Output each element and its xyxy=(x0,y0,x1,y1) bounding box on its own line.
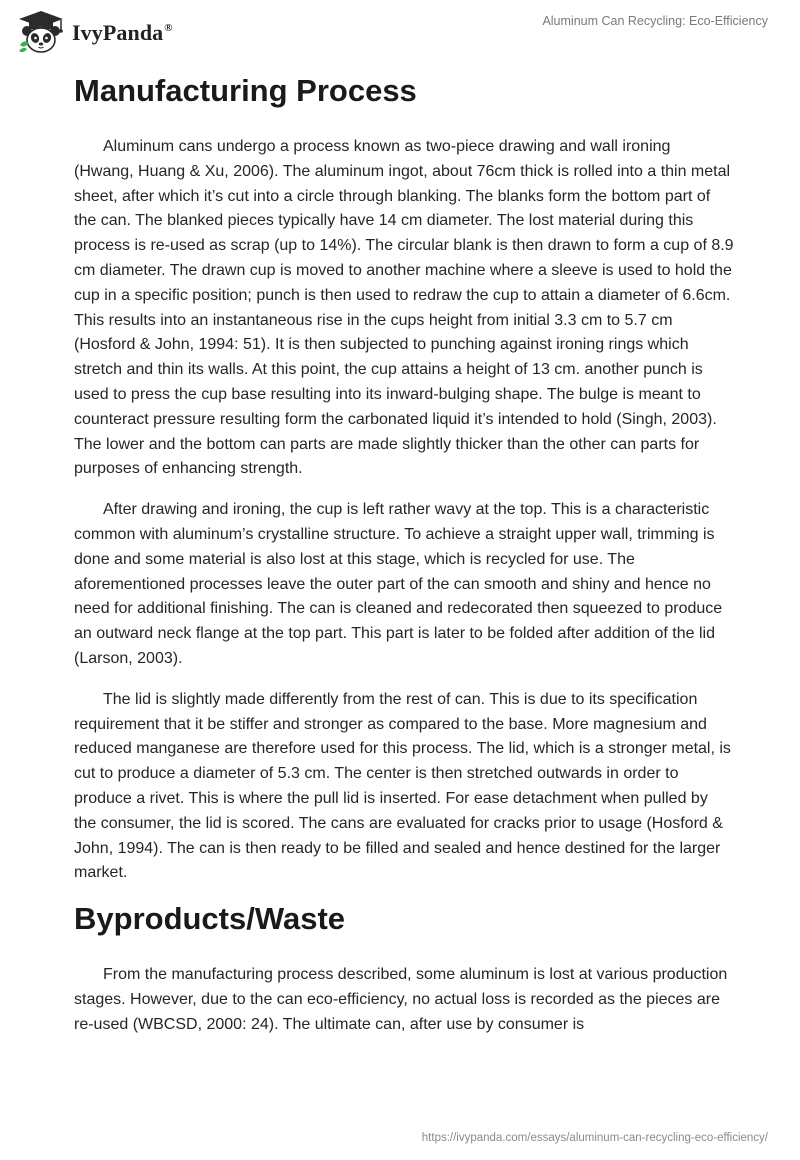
essay-content xyxy=(74,72,734,1038)
brand-logo[interactable] xyxy=(16,9,173,55)
section-heading-byproducts: Byproducts/Waste xyxy=(74,901,346,937)
section-heading-manufacturing: Manufacturing Process xyxy=(74,73,417,108)
page-header xyxy=(0,0,800,60)
panda-graduate-icon xyxy=(16,9,66,55)
document-title: Aluminum Can Recycling: Eco-Efficiency xyxy=(542,14,768,28)
paragraph: The lid is slightly made differently from the rest of can. This is due to its specification requirement that it be stiffer and stronger as compared to the base. More magnesium and reduced manganese are therefore used for this process. The lid, which is a stronger metal, is cut to produce a diameter of 5.3 cm. The center is then stretched outwards in order to produce a rivet. This is where the pull lid is inserted. For ease detachment when pulled by the consumer, the lid is scored. The cans are evaluated for cracks prior to usage (Hosford & John, 1994). The can is then ready to be filled and sealed and hence destined for the larger market. xyxy=(74,690,731,882)
paragraph: After drawing and ironing, the cup is left rather wavy at the top. This is a characteristic common with aluminum’s crystalline structure. To achieve a straight upper wall, trimming is done and some material is also lost at this stage, which is recycled for use. The aforementioned processes leave the outer part of the can smooth and shiny and hence no need for additional finishing. The can is cleaned and redecorated then squeezed to produce an outward neck flange at the top part. This part is later to be folded after addition of the lid (Larson, 2003). xyxy=(74,501,723,667)
paragraph: Aluminum cans undergo a process known as two-piece drawing and wall ironing (Hwang, Huang & Xu, 2006). The aluminum ingot, about 76cm thick is rolled into a thin metal sheet, after which it’s cut into a circle through blanking. The blanks form the bottom part of the can. The blanked pieces typically have 14 cm diameter. The lost material during this process is re-used as scrap (up to 14%). The circular blank is then drawn to form a cup of 8.9 cm diameter. The drawn cup is moved to another machine where a sleeve is used to hold the cup in a specific position; punch is then used to redraw the cup to attain a diameter of 6.6cm. This results into an instantaneous rise in the cups height from initial 3.3 cm to 5.7 cm (Hosford & John, 1994: 51). It is then subjected to punching against ironing rings which stretch and thin its walls. At this point, the cup attains a height of 13 cm. another punch is used to press the cup base resulting into its inward-bulging shape. The bulge is meant to counteract pressure resulting form the carbonated liquid it’s intended to hold (Singh, 2003). The lower and the bottom can parts are made slightly thicker than the other can parts for purposes of enhancing strength. xyxy=(74,138,734,478)
source-url-link[interactable]: https://ivypanda.com/essays/aluminum-can-recycling-eco-efficiency/ xyxy=(421,1132,768,1144)
paragraph: From the manufacturing process described, some aluminum is lost at various production stages. However, due to the can eco-efficiency, no actual loss is recorded as the pieces are re-used (WBCSD, 2000: 24). The ultimate can, after use by consumer is xyxy=(74,966,728,1033)
brand-name: IvyPanda® xyxy=(72,20,173,45)
